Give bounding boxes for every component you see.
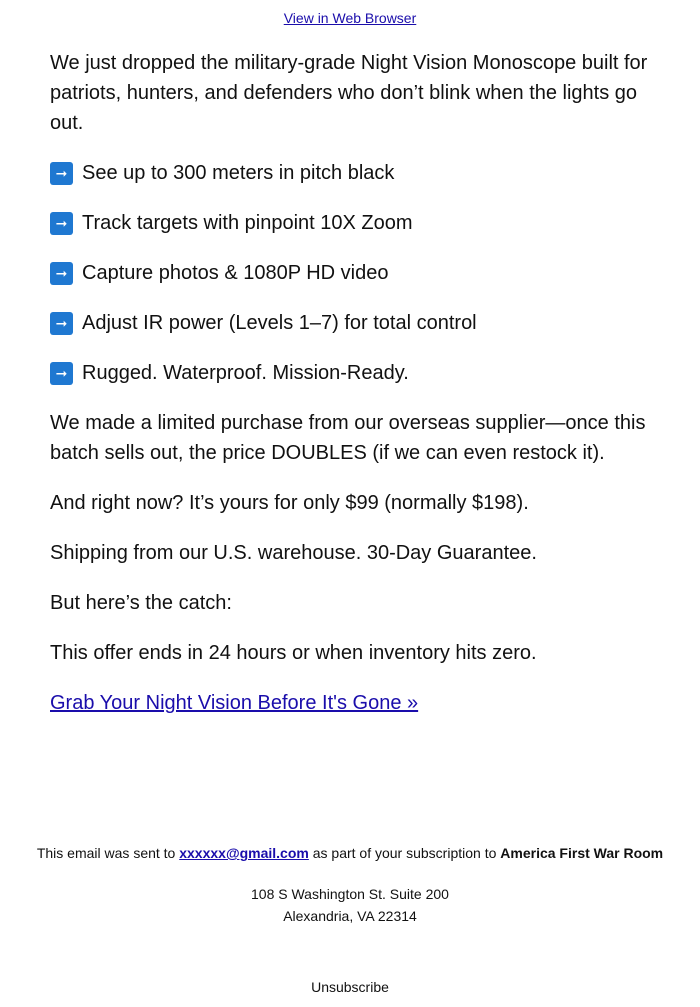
view-in-browser-container <box>0 10 700 26</box>
right-arrow-icon: ➞ <box>50 162 73 185</box>
right-arrow-icon: ➞ <box>50 212 73 235</box>
bullet-text: Capture photos & 1080P HD video <box>82 262 389 284</box>
shipping-paragraph: Shipping from our U.S. warehouse. 30-Day Guarantee. <box>50 542 537 564</box>
cta-container <box>50 688 660 718</box>
supplier-paragraph: We made a limited purchase from our overseas supplier—once this batch sells out, the price DOUBLES (if we can even restock it). <box>50 412 646 464</box>
cta-link[interactable]: Grab Your Night Vision Before It's Gone » <box>50 692 419 714</box>
bullet-text: See up to 300 meters in pitch black <box>82 162 395 184</box>
bullet-item <box>50 258 660 288</box>
sent-middle: as part of your subscription to <box>312 845 497 861</box>
address-line-1: 108 S Washington St. Suite 200 <box>251 886 449 902</box>
bullet-item <box>50 358 660 388</box>
deadline-paragraph: This offer ends in 24 hours or when inventory hits zero. <box>50 642 537 664</box>
bullet-text: Rugged. Waterproof. Mission-Ready. <box>82 362 409 384</box>
footer-address <box>0 883 700 927</box>
view-in-browser-link[interactable]: View in Web Browser <box>283 10 417 26</box>
address-line-2: Alexandria, VA 22314 <box>283 908 417 924</box>
footer-sent-notice <box>0 845 700 861</box>
right-arrow-icon: ➞ <box>50 362 73 385</box>
intro-paragraph: We just dropped the military-grade Night Vision Monoscope built for patriots, hunters, and defenders who don’t blink when the lights go out. <box>50 52 648 134</box>
bullet-item <box>50 208 660 238</box>
unsubscribe-container <box>0 979 700 995</box>
right-arrow-icon: ➞ <box>50 262 73 285</box>
bullet-item <box>50 308 660 338</box>
email-body <box>50 48 660 738</box>
sent-prefix: This email was sent to <box>36 845 176 861</box>
bullet-text: Adjust IR power (Levels 1–7) for total control <box>82 312 477 334</box>
bullet-text: Track targets with pinpoint 10X Zoom <box>82 212 413 234</box>
recipient-email-link[interactable]: xxxxxx@gmail.com <box>179 845 309 861</box>
right-arrow-icon: ➞ <box>50 312 73 335</box>
unsubscribe-link[interactable]: Unsubscribe <box>311 979 389 995</box>
bullet-item <box>50 158 660 188</box>
catch-paragraph: But here’s the catch: <box>50 592 232 614</box>
sender-org: America First War Room <box>500 845 664 861</box>
price-paragraph: And right now? It’s yours for only $99 (normally $198). <box>50 492 529 514</box>
